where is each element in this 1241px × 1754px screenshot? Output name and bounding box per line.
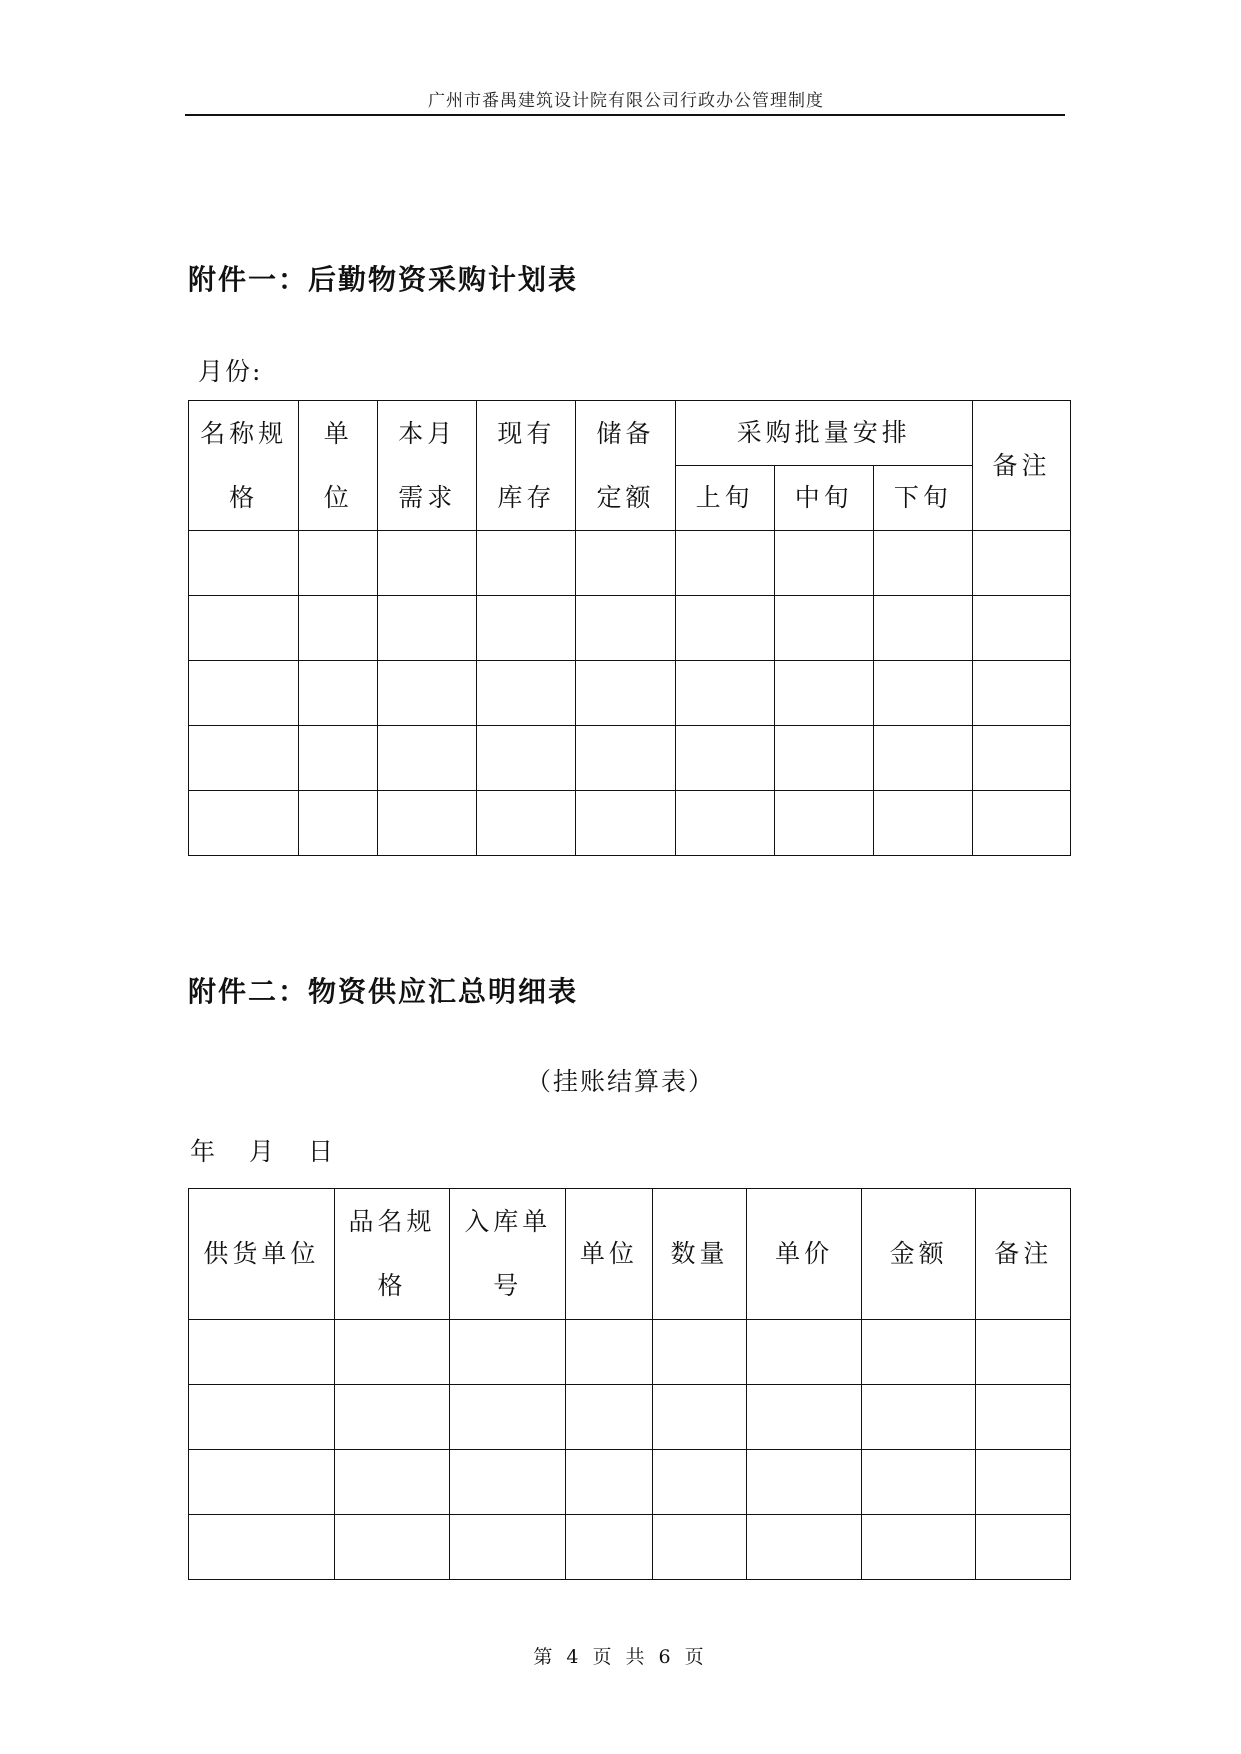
table-cell	[299, 596, 378, 661]
table-cell	[675, 791, 774, 856]
table-cell	[189, 1385, 335, 1450]
table-cell	[189, 531, 299, 596]
table-cell	[675, 596, 774, 661]
col-header-remark: 备注	[972, 401, 1070, 531]
table-cell	[450, 1320, 566, 1385]
col-header-mid: 中旬	[774, 466, 873, 531]
col-header-entry-no: 入库单 号	[450, 1189, 566, 1320]
plan-table-row	[189, 596, 1071, 661]
table-cell	[861, 1385, 976, 1450]
supply-table-row	[189, 1320, 1071, 1385]
supply-table-row	[189, 1515, 1071, 1580]
table-cell	[189, 726, 299, 791]
table-cell	[976, 1515, 1071, 1580]
table-cell	[189, 596, 299, 661]
table-cell	[972, 596, 1070, 661]
table-cell	[189, 1515, 335, 1580]
table-cell	[378, 596, 477, 661]
col-header-remark: 备注	[976, 1189, 1071, 1320]
table-cell	[873, 531, 972, 596]
table-cell	[972, 661, 1070, 726]
supply-table-row	[189, 1385, 1071, 1450]
table-cell	[334, 1515, 450, 1580]
table-cell	[299, 661, 378, 726]
table-cell	[976, 1385, 1071, 1450]
table-cell	[334, 1320, 450, 1385]
document-header: 广州市番禺建筑设计院有限公司行政办公管理制度	[428, 91, 824, 111]
table-cell	[747, 1385, 862, 1450]
table-cell	[873, 596, 972, 661]
col-header-name-spec: 品名规 格	[334, 1189, 450, 1320]
table-cell	[576, 791, 675, 856]
table-cell	[774, 791, 873, 856]
table-cell	[675, 531, 774, 596]
table-cell	[334, 1385, 450, 1450]
table-cell	[972, 791, 1070, 856]
date-year: 年	[190, 1137, 218, 1166]
table-cell	[378, 531, 477, 596]
table-cell	[976, 1450, 1071, 1515]
col-header-unit: 单 位	[299, 401, 378, 531]
table-cell	[747, 1450, 862, 1515]
section1-heading: 附件一：后勤物资采购计划表	[188, 263, 579, 296]
supply-table-row	[189, 1450, 1071, 1515]
col-header-supplier: 供货单位	[189, 1189, 335, 1320]
col-header-early: 上旬	[675, 466, 774, 531]
col-header-unit: 单位	[566, 1189, 653, 1320]
table-cell	[972, 726, 1070, 791]
table-cell	[576, 661, 675, 726]
table-cell	[774, 531, 873, 596]
procurement-plan-table	[188, 400, 1071, 856]
table-cell	[189, 791, 299, 856]
table-cell	[334, 1450, 450, 1515]
table-cell	[477, 531, 576, 596]
table-cell	[576, 726, 675, 791]
table-cell	[450, 1385, 566, 1450]
table-cell	[861, 1515, 976, 1580]
table-cell	[189, 1450, 335, 1515]
col-header-batch-plan: 采购批量安排	[675, 401, 972, 466]
table-cell	[378, 661, 477, 726]
table-cell	[675, 661, 774, 726]
col-header-unit-price: 单价	[747, 1189, 862, 1320]
date-day: 日	[307, 1137, 335, 1166]
table-cell	[873, 726, 972, 791]
table-cell	[378, 726, 477, 791]
table-cell	[477, 596, 576, 661]
col-header-quantity: 数量	[652, 1189, 747, 1320]
col-header-monthly-need: 本月 需求	[378, 401, 477, 531]
table-cell	[299, 531, 378, 596]
table-cell	[299, 791, 378, 856]
month-label: 月份:	[198, 357, 263, 386]
table-cell	[566, 1320, 653, 1385]
table-cell	[566, 1450, 653, 1515]
header-rule	[185, 114, 1065, 116]
col-header-name-spec: 名称规 格	[189, 401, 299, 531]
table-cell	[576, 531, 675, 596]
col-header-reserve: 储备 定额	[576, 401, 675, 531]
col-header-late: 下旬	[873, 466, 972, 531]
table-cell	[477, 726, 576, 791]
table-cell	[566, 1515, 653, 1580]
table-cell	[477, 661, 576, 726]
table-cell	[774, 726, 873, 791]
table-cell	[861, 1450, 976, 1515]
table-cell	[976, 1320, 1071, 1385]
table-cell	[378, 791, 477, 856]
table-cell	[873, 661, 972, 726]
table-cell	[652, 1515, 747, 1580]
date-month: 月	[248, 1137, 276, 1166]
plan-table-row	[189, 531, 1071, 596]
table-cell	[774, 596, 873, 661]
plan-table-row	[189, 791, 1071, 856]
table-cell	[747, 1515, 862, 1580]
col-header-stock: 现有 库存	[477, 401, 576, 531]
table-cell	[299, 726, 378, 791]
table-cell	[652, 1320, 747, 1385]
table-cell	[189, 661, 299, 726]
table-cell	[189, 1320, 335, 1385]
table-cell	[576, 596, 675, 661]
table-cell	[652, 1385, 747, 1450]
supply-summary-table	[188, 1188, 1071, 1580]
section2-subtitle: （挂账结算表）	[525, 1067, 715, 1096]
table-cell	[477, 791, 576, 856]
table-cell	[675, 726, 774, 791]
table-cell	[450, 1450, 566, 1515]
table-cell	[861, 1320, 976, 1385]
col-header-amount: 金额	[861, 1189, 976, 1320]
date-label	[190, 1132, 357, 1168]
table-cell	[747, 1320, 862, 1385]
table-cell	[652, 1450, 747, 1515]
plan-table-row	[189, 661, 1071, 726]
table-cell	[566, 1385, 653, 1450]
page-footer: 第 4 页 共 6 页	[533, 1646, 708, 1668]
table-cell	[873, 791, 972, 856]
table-cell	[450, 1515, 566, 1580]
table-cell	[774, 661, 873, 726]
table-cell	[972, 531, 1070, 596]
section2-heading: 附件二：物资供应汇总明细表	[188, 975, 579, 1008]
plan-table-row	[189, 726, 1071, 791]
